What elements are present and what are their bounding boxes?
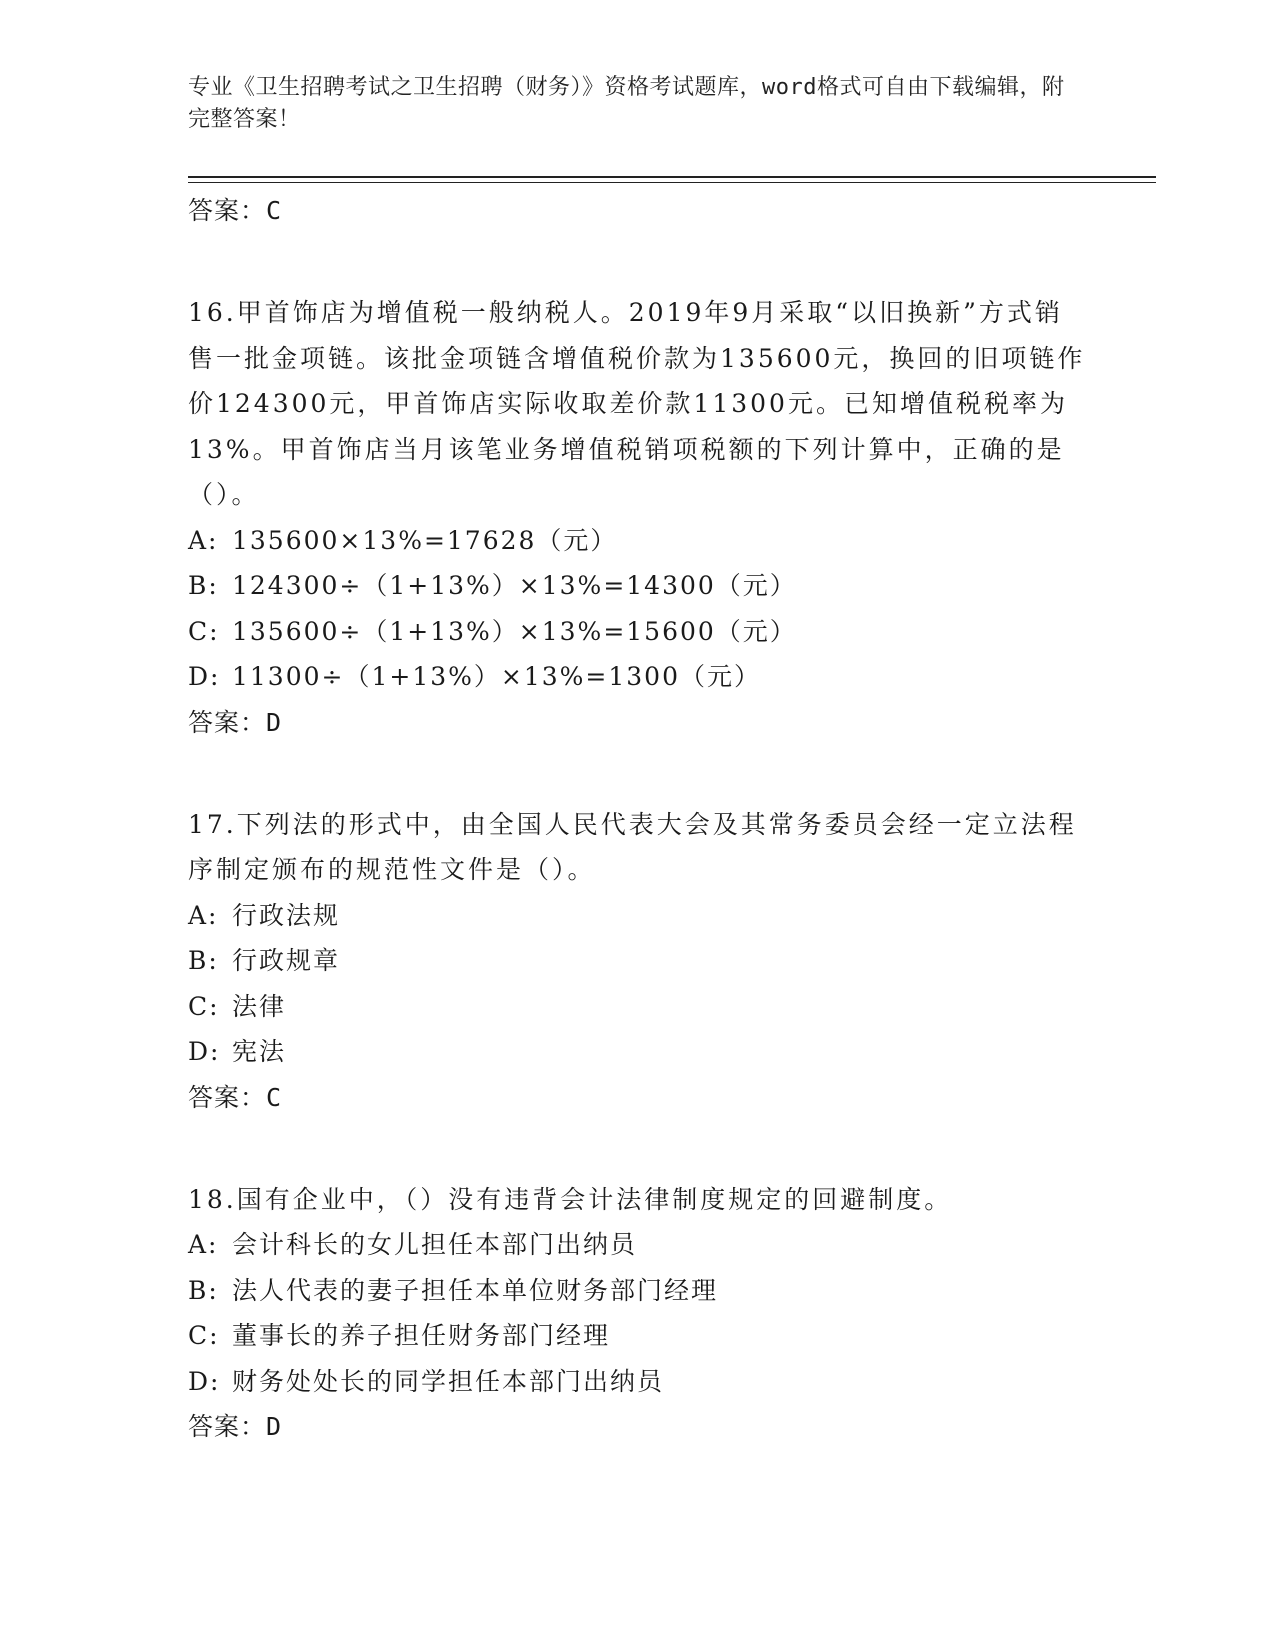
question-content: [188, 188, 1088, 1450]
option-letter: D:: [188, 1366, 221, 1396]
header-rule-thick: [188, 176, 1156, 178]
question-stem: 16.甲首饰店为增值税一般纳税人。2019年9月采取“以旧换新”方式销售一批金项链。该批金项链含增值税价款为135600元，换回的旧项链作价124300元，甲首饰店实际收取差价款11300元。已知增值税税率为13%。甲首饰店当月该笔业务增值税销项税额的下列计算中，正确的是（）。: [188, 298, 1086, 509]
option-d: [188, 1029, 1088, 1075]
previous-answer: 答案：C: [188, 196, 283, 225]
question-17: [188, 802, 1088, 1121]
option-b: [188, 938, 1088, 984]
option-letter: D:: [188, 1037, 221, 1066]
question-answer: 答案：D: [188, 707, 283, 737]
option-c: [188, 609, 1088, 655]
option-text: 行政法规: [232, 900, 341, 930]
option-letter: B:: [188, 571, 219, 600]
question-stem: 18.国有企业中，（）没有违背会计法律制度规定的回避制度。: [188, 1184, 953, 1214]
option-text: 宪法: [232, 1037, 287, 1066]
option-text: 135600÷（1+13%）×13%=15600（元）: [232, 616, 797, 646]
option-letter: B:: [188, 946, 219, 975]
question-16: [188, 290, 1088, 746]
option-d: [188, 654, 1088, 700]
question-18: [188, 1177, 1088, 1451]
option-letter: C:: [188, 1321, 220, 1350]
option-text: 11300÷（1+13%）×13%=1300（元）: [232, 662, 761, 691]
spacer: [188, 746, 1088, 802]
question-stem: 17.下列法的形式中，由全国人民代表大会及其常务委员会经一定立法程序制定颁布的规范性文件是（）。: [188, 809, 1077, 884]
option-text: 124300÷（1+13%）×13%=14300（元）: [232, 571, 797, 600]
option-text: 135600×13%=17628（元）: [232, 525, 618, 555]
option-text: 会计科长的女儿担任本部门出纳员: [232, 1230, 638, 1259]
option-text: 董事长的养子担任财务部门经理: [232, 1321, 611, 1350]
option-a: [188, 518, 1088, 564]
option-d: [188, 1359, 1088, 1405]
option-letter: C:: [188, 991, 220, 1021]
option-text: 法律: [232, 991, 287, 1021]
option-letter: A:: [188, 525, 219, 555]
document-header: 专业《卫生招聘考试之卫生招聘（财务）》资格考试题库，word格式可自由下载编辑，附完整答案！: [188, 75, 1065, 132]
option-b: [188, 563, 1088, 609]
option-text: 财务处处长的同学担任本部门出纳员: [232, 1366, 665, 1396]
option-letter: B:: [188, 1275, 219, 1305]
option-letter: A:: [188, 1230, 219, 1259]
option-a: [188, 893, 1088, 939]
spacer: [188, 234, 1088, 290]
option-text: 法人代表的妻子担任本单位财务部门经理: [232, 1275, 719, 1305]
header-rule-thin: [188, 182, 1156, 183]
option-c: [188, 984, 1088, 1030]
option-a: [188, 1222, 1088, 1268]
option-b: [188, 1268, 1088, 1314]
option-text: 行政规章: [232, 946, 341, 975]
option-letter: D:: [188, 662, 221, 691]
spacer: [188, 1121, 1088, 1177]
question-answer: 答案：C: [188, 1082, 283, 1112]
option-c: [188, 1313, 1088, 1359]
question-answer: 答案：D: [188, 1412, 283, 1441]
option-letter: A:: [188, 900, 219, 930]
option-letter: C:: [188, 616, 220, 646]
